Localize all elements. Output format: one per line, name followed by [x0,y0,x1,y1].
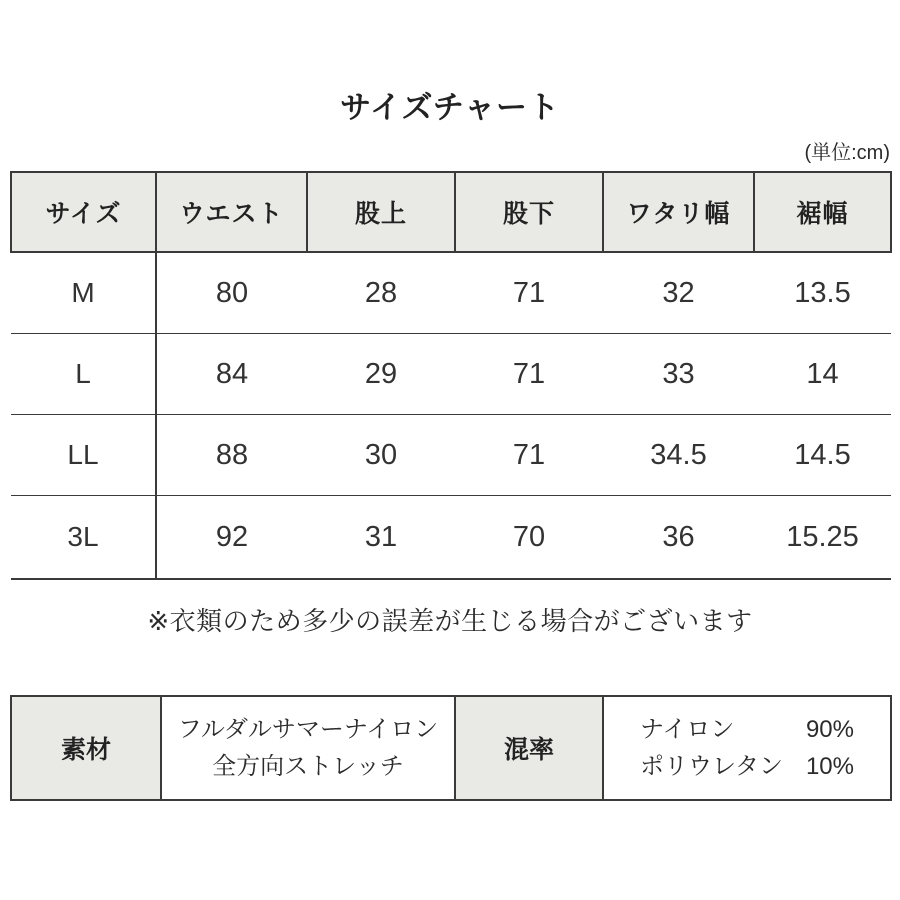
table-row-ll [11,415,891,496]
value-cell: 84 [156,334,307,415]
value-cell: 13.5 [754,252,891,334]
value-cell: 28 [307,252,455,334]
table-row-m [11,252,891,334]
header-cell-waist: ウエスト [156,172,307,252]
value-cell: 14 [754,334,891,415]
table-row-3l [11,496,891,580]
header-cell-thigh: ワタリ幅 [603,172,754,252]
material-table [10,695,892,801]
value-cell: 34.5 [603,415,754,496]
material-value-cell [161,696,455,800]
size-cell: LL [11,415,156,496]
value-cell: 31 [307,496,455,580]
header-cell-inseam: 股下 [455,172,603,252]
value-cell: 71 [455,252,603,334]
material-line: 全方向ストレッチ [212,753,404,780]
value-cell: 29 [307,334,455,415]
value-cell: 32 [603,252,754,334]
mix-row [640,748,854,785]
size-cell: 3L [11,496,156,580]
value-cell: 33 [603,334,754,415]
value-cell: 30 [307,415,455,496]
mix-label-cell: 混率 [455,696,603,800]
mix-component-percent: 90% [805,715,854,743]
value-cell: 71 [455,415,603,496]
table-row-l [11,334,891,415]
mix-row [640,711,854,748]
material-label-cell: 素材 [11,696,161,800]
mix-value-cell [603,696,891,800]
header-cell-size: サイズ [11,172,156,252]
header-cell-hem: 裾幅 [754,172,891,252]
mix-component-percent: 10% [805,753,854,780]
page-title: サイズチャート [340,90,560,125]
value-cell: 70 [455,496,603,580]
value-cell: 14.5 [754,415,891,496]
material-row [11,696,891,800]
value-cell: 80 [156,252,307,334]
header-cell-rise: 股上 [307,172,455,252]
value-cell: 36 [603,496,754,580]
size-cell: M [11,252,156,334]
value-cell: 92 [156,496,307,580]
mix-component-name: ナイロン [640,715,735,743]
header-row [11,172,891,252]
value-cell: 88 [156,415,307,496]
size-chart-table [10,171,892,580]
mix-component-name: ポリウレタン [640,753,784,780]
unit-note: (単位:cm) [804,142,890,164]
size-cell: L [11,334,156,415]
value-cell: 15.25 [754,496,891,580]
disclaimer-note: ※衣類のため多少の誤差が生じる場合がございます [147,606,753,636]
value-cell: 71 [455,334,603,415]
material-line: フルダルサマーナイロン [177,715,439,743]
